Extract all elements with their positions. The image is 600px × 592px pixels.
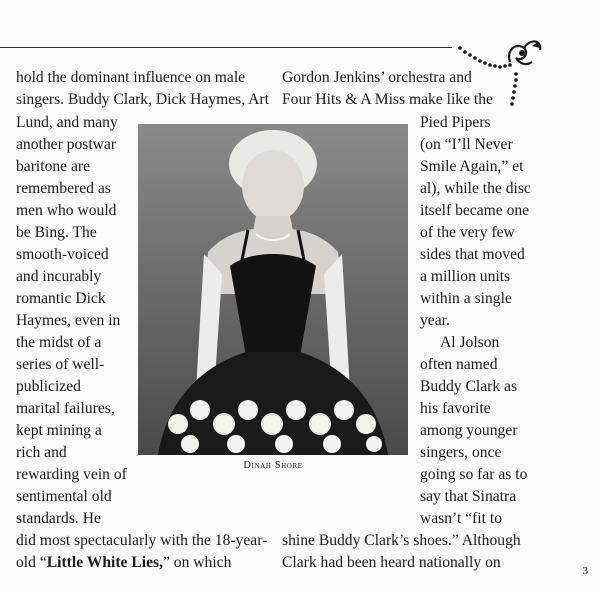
left-line-12: Haymes, even in	[16, 312, 121, 329]
left-line-7: men who would	[16, 202, 117, 219]
left-line-9: smooth-voiced	[16, 246, 109, 263]
left-line-15: publicized	[16, 378, 81, 395]
left-line-23-text: old “Little White Lies,” on which	[16, 554, 232, 571]
right-line-1: Gordon Jenkins’ orchestra and	[282, 69, 472, 86]
portrait-illustration	[138, 124, 408, 455]
right-line-21: wasn’t “fit to	[420, 510, 502, 527]
right-line-2: Four Hits & A Miss make like the	[282, 91, 493, 108]
left-line-17: kept mining a	[16, 422, 102, 439]
header-rule	[0, 47, 452, 48]
right-line-4: (on “I’ll Never	[420, 136, 513, 153]
right-line-18: singers, once	[420, 444, 502, 461]
left-line-19: rewarding vein of	[16, 466, 127, 483]
right-line-3: Pied Pipers	[420, 114, 491, 131]
right-line-8: of the very few	[420, 224, 515, 241]
right-line-9: sides that moved	[420, 246, 525, 263]
left-line-18: rich and	[16, 444, 67, 461]
left-line-6: remembered as	[16, 180, 111, 197]
right-line-19: going so far as to	[420, 466, 528, 483]
left-line-10: and incurably	[16, 268, 102, 285]
dinah-shore-photo	[138, 124, 408, 455]
right-line-22: shine Buddy Clark’s shoes.” Although	[282, 532, 521, 549]
left-line-8: be Bing. The	[16, 224, 97, 241]
right-line-11: within a single	[420, 290, 512, 307]
right-line-15: Buddy Clark as	[420, 378, 518, 395]
left-line-16: marital failures,	[16, 400, 115, 417]
left-line-2: singers. Buddy Clark, Dick Haymes, Art	[16, 91, 269, 108]
left-line-20: sentimental old	[16, 488, 112, 505]
right-line-20: say that Sinatra	[420, 488, 517, 505]
left-line-13: the midst of a	[16, 334, 102, 351]
right-line-17: among younger	[420, 422, 518, 439]
left-line-14: series of well-	[16, 356, 105, 373]
left-line-5: baritone are	[16, 158, 91, 175]
left-line-22: did most spectacularly with the 18-year-	[16, 532, 268, 549]
right-line-12: year.	[420, 312, 450, 329]
left-line-11: romantic Dick	[16, 290, 106, 307]
left-line-23	[16, 553, 231, 573]
photo-caption: Dinah Shore	[243, 460, 303, 471]
right-line-10: a million units	[420, 268, 511, 285]
right-line-16: his favorite	[420, 400, 491, 417]
right-line-14: often named	[420, 356, 498, 373]
right-line-23: Clark had been heard nationally on	[282, 554, 501, 571]
song-title: Little White Lies,	[46, 554, 163, 571]
left-line-4: another postwar	[16, 136, 117, 153]
right-line-5: Smile Again,” et	[420, 158, 524, 175]
right-line-13: Al Jolson	[440, 334, 500, 351]
left-line-3: Lund, and many	[16, 114, 118, 131]
right-line-6: al), while the disc	[420, 180, 531, 197]
left-line-1: hold the dominant influence on male	[16, 69, 246, 86]
left-line-21: standards. He	[16, 510, 101, 527]
page-number: 3	[582, 565, 588, 577]
right-line-7: itself became one	[420, 202, 530, 219]
